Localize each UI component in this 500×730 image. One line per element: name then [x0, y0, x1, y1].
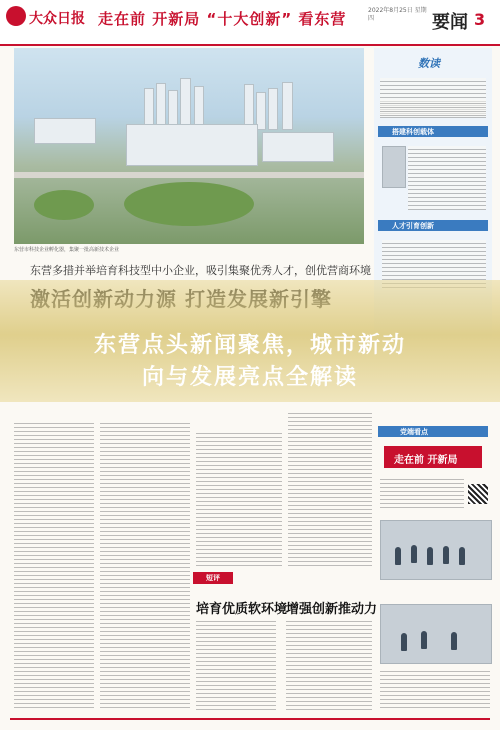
red-banner-graphic: [384, 446, 482, 468]
tower-building: [156, 83, 166, 130]
person-figure: [421, 631, 427, 649]
side-building: [34, 118, 96, 144]
overlay-title-line-1: 东营点头新闻聚焦，城市新动: [93, 333, 406, 358]
text-column: [196, 618, 276, 712]
footer-rule: [10, 718, 490, 720]
sidebar-heading-2: 人才引育创新: [392, 222, 434, 230]
tower-building: [180, 78, 191, 130]
person-figure: [411, 545, 417, 563]
text-column: [196, 430, 282, 566]
theme-banner: [98, 8, 346, 29]
lower-heading-right: 增强创新推动力: [286, 602, 378, 617]
banner-main: 走在前 开新局: [98, 10, 201, 28]
road: [14, 172, 364, 178]
red-banner-text: 走在前 开新局: [394, 455, 458, 466]
text-block: [380, 100, 486, 116]
banner-tail: 看东营: [298, 10, 347, 28]
lower-heading-left: 培育优质软环境: [196, 602, 288, 617]
news-overlay-banner: [0, 280, 500, 402]
masthead: [0, 0, 500, 46]
data-sidebar-title: 数读: [418, 57, 440, 70]
text-block: [408, 146, 486, 210]
person-figure: [401, 633, 407, 651]
lawn: [34, 190, 94, 220]
text-column: [288, 410, 372, 566]
hero-aerial-photo: [14, 48, 364, 244]
sidebar-heading-1: 搭建科创载体: [392, 128, 434, 136]
photo-caption: 东营市科技企业孵化器，集聚一批高新技术企业: [14, 247, 120, 253]
person-figure: [459, 547, 465, 565]
issue-date: 2022年8月25日 星期四: [368, 7, 427, 22]
sidebar-heading-bar: [378, 126, 488, 137]
right-box-heading-bar: [378, 426, 488, 437]
text-block: [380, 476, 464, 510]
paper-name: 大众日报: [29, 11, 85, 27]
sidebar-heading-bar: [378, 220, 488, 231]
icon-illustration: [382, 146, 406, 188]
text-column: [286, 618, 372, 712]
person-figure: [427, 547, 433, 565]
text-column: [14, 420, 94, 710]
qr-code-icon: [468, 484, 488, 504]
person-figure: [443, 546, 449, 564]
section-title: 要闻: [432, 12, 468, 33]
overlay-title-line-2: 向与发展亮点全解读: [141, 365, 358, 390]
right-box-heading: 党端看点: [400, 428, 428, 436]
visit-photo: [380, 604, 492, 664]
text-column: [100, 420, 190, 710]
person-figure: [451, 632, 457, 650]
tower-building: [282, 82, 293, 130]
article-subhead: 东营多措并举培育科技型中小企业，吸引集聚优秀人才，创优营商环境: [30, 264, 371, 277]
commentary-tag: 短评: [193, 572, 233, 584]
meeting-photo: [380, 520, 492, 580]
main-building: [126, 124, 258, 166]
text-block: [380, 668, 490, 710]
page-number: 3: [474, 10, 486, 29]
paper-logo-icon: [6, 6, 26, 26]
side-building: [262, 132, 334, 162]
tower-building: [268, 88, 278, 130]
lawn: [124, 182, 254, 226]
banner-quote: “十大创新”: [206, 10, 293, 28]
person-figure: [395, 547, 401, 565]
